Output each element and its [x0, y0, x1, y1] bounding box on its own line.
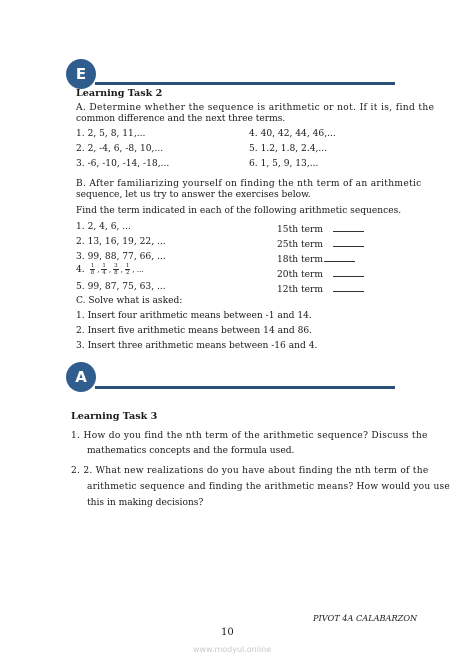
answer-blank — [333, 237, 364, 247]
part-b-item-1-sequence: 1. 2, 4, 6, ... — [76, 222, 131, 232]
watermark: www.modyul.online — [193, 645, 272, 654]
fraction-2 — [101, 263, 107, 276]
item-number: 4. — [76, 264, 85, 275]
part-b-item-4-sequence: 4. $\frac{1}{8}$ , $\frac{1}{4}$ , $\frac{3}{8}$ , $\frac{1}{2}$ , ... — [76, 263, 144, 276]
part-a-instruction-line1: A. Determine whether the sequence is arithmetic or not. If it is, find the — [76, 103, 435, 113]
part-b-item-5-term — [277, 282, 364, 295]
part-a-instruction-line2: common difference and the next three terms. — [76, 114, 286, 124]
part-b-item-3-term — [277, 252, 355, 265]
part-a-item-5: 5. 1.2, 1.8, 2.4,... — [249, 144, 328, 154]
part-b-find-instruction: Find the term indicated in each of the following arithmetic sequences. — [76, 206, 402, 216]
numerator: 1 — [125, 263, 130, 269]
part-b-item-2-term — [277, 237, 364, 250]
part-a-item-2: 2. 2, -4, 6, -8, 10,... — [76, 144, 164, 154]
numerator: 1 — [102, 263, 106, 269]
term-label: 15th term — [277, 225, 323, 235]
part-a-item-3: 3. -6, -10, -14, -18,... — [76, 159, 170, 169]
fraction-4 — [125, 263, 131, 276]
part-c-instruction: C. Solve what is asked: — [76, 296, 183, 306]
question-1-line2: mathematics concepts and the formula used. — [87, 446, 295, 456]
term-label: 18th term — [277, 255, 323, 265]
question-1-line1: 1. How do you find the nth term of the arithmetic sequence? Discuss the — [71, 431, 428, 441]
learning-task-3-title: Learning Task 3 — [71, 411, 158, 422]
section-a-divider — [95, 386, 395, 389]
term-label: 25th term — [277, 240, 323, 250]
term-label: 20th term — [277, 270, 323, 280]
denominator: 8 — [90, 270, 95, 276]
section-e-divider — [95, 82, 395, 85]
term-label: 12th term — [277, 285, 323, 295]
answer-blank — [333, 267, 364, 277]
part-b-instruction-line2: sequence, let us try to answer the exercises below. — [76, 190, 311, 200]
part-b-item-5-sequence: 5. 99, 87, 75, 63, ... — [76, 282, 166, 292]
answer-blank — [324, 252, 355, 262]
part-b-item-2-sequence: 2. 13, 16, 19, 22, ... — [76, 237, 166, 247]
part-c-item-3: 3. Insert three arithmetic means between -16 and 4. — [76, 341, 318, 351]
page-number: 10 — [221, 627, 234, 638]
fraction-1 — [90, 263, 96, 276]
question-2-line1: 2. 2. What new realizations do you have about finding the nth term of the — [71, 466, 429, 476]
part-a-item-1: 1. 2, 5, 8, 11,... — [76, 129, 146, 139]
part-b-item-3-sequence: 3. 99, 88, 77, 66, ... — [76, 252, 166, 262]
part-c-item-2: 2. Insert five arithmetic means between 14 and 86. — [76, 326, 313, 336]
part-b-item-4-term — [277, 267, 364, 280]
part-a-item-4: 4. 40, 42, 44, 46,... — [249, 129, 336, 139]
numerator: 1 — [90, 263, 95, 269]
answer-blank — [333, 222, 364, 232]
denominator: 2 — [125, 270, 130, 276]
answer-blank — [333, 282, 364, 292]
denominator: 4 — [102, 270, 106, 276]
denominator: 8 — [114, 270, 118, 276]
part-b-instruction-line1: B. After familiarizing yourself on finding the nth term of an arithmetic — [76, 179, 422, 189]
fraction-3 — [113, 263, 119, 276]
part-b-item-1-term — [277, 222, 364, 235]
learning-task-2-title: Learning Task 2 — [76, 88, 163, 99]
part-a-item-6: 6. 1, 5, 9, 13,... — [249, 159, 319, 169]
question-2-line3: this in making decisions? — [87, 498, 204, 508]
part-c-item-1: 1. Insert four arithmetic means between -1 and 14. — [76, 311, 312, 321]
footer-brand: PIVOT 4A CALABARZON — [313, 613, 418, 623]
section-e-badge: E — [66, 59, 96, 89]
section-a-badge: A — [66, 362, 96, 392]
question-2-line2: arithmetic sequence and finding the arithmetic means? How would you use — [87, 482, 451, 492]
numerator: 3 — [114, 263, 118, 269]
